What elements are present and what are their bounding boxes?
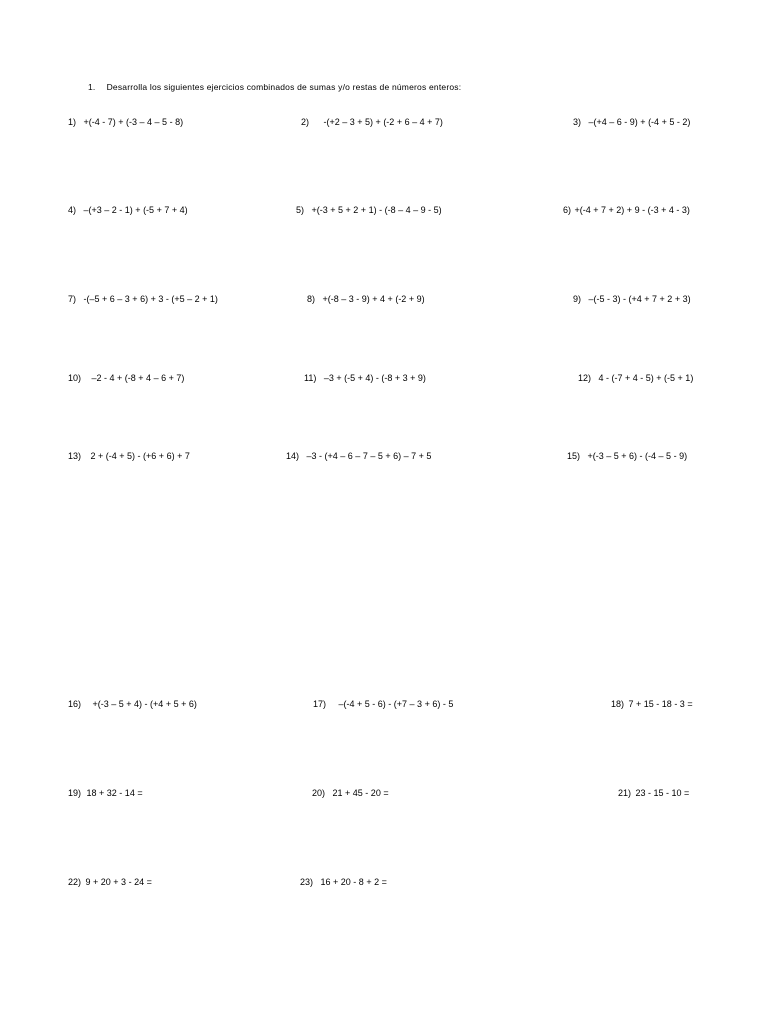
exercise-number: 14) xyxy=(286,451,300,461)
exercise-2 xyxy=(301,116,443,128)
exercise-number: 6) xyxy=(563,205,572,215)
exercise-expression: 21 + 45 - 20 = xyxy=(332,788,389,798)
exercise-expression: –(+4 – 6 - 9) + (-4 + 5 - 2) xyxy=(588,117,691,127)
exercise-number: 16) xyxy=(68,699,82,709)
exercise-number: 21) xyxy=(618,788,632,798)
exercise-expression: 9 + 20 + 3 - 24 = xyxy=(85,877,152,887)
exercise-10 xyxy=(68,372,184,384)
exercise-expression: +(-4 - 7) + (-3 – 4 – 5 - 8) xyxy=(83,117,184,127)
exercise-number: 1) xyxy=(68,117,77,127)
exercise-16 xyxy=(68,698,197,710)
exercise-number: 19) xyxy=(68,788,82,798)
exercise-number: 20) xyxy=(312,788,326,798)
exercise-expression: 16 + 20 - 8 + 2 = xyxy=(320,877,387,887)
instruction-text: Desarrolla los siguientes ejercicios combinados de sumas y/o restas de números enteros: xyxy=(106,82,462,92)
exercise-23 xyxy=(300,876,387,888)
exercise-number: 15) xyxy=(567,451,581,461)
exercise-21 xyxy=(618,787,689,799)
instruction-number: 1. xyxy=(88,82,96,92)
exercise-8 xyxy=(307,293,425,305)
exercise-expression: +(-8 – 3 - 9) + 4 + (-2 + 9) xyxy=(322,294,425,304)
exercise-19 xyxy=(68,787,143,799)
exercise-expression: +(-3 – 5 + 4) - (+4 + 5 + 6) xyxy=(92,699,197,709)
exercise-expression: 7 + 15 - 18 - 3 = xyxy=(628,699,693,709)
exercise-expression: +(-3 – 5 + 6) - (-4 – 5 - 9) xyxy=(587,451,688,461)
exercise-13 xyxy=(68,450,190,462)
exercise-expression: –3 - (+4 – 6 – 7 – 5 + 6) – 7 + 5 xyxy=(306,451,432,461)
exercise-5 xyxy=(296,204,442,216)
exercise-expression: 23 - 15 - 10 = xyxy=(635,788,690,798)
exercise-15 xyxy=(567,450,687,462)
exercise-expression: 18 + 32 - 14 = xyxy=(86,788,143,798)
exercise-4 xyxy=(68,204,188,216)
exercise-11 xyxy=(304,372,426,384)
exercise-number: 7) xyxy=(68,294,77,304)
exercise-17 xyxy=(313,698,453,710)
exercise-3 xyxy=(573,116,690,128)
exercise-number: 12) xyxy=(578,373,592,383)
exercise-number: 17) xyxy=(313,699,327,709)
exercise-number: 18) xyxy=(611,699,625,709)
exercise-expression: –(+3 – 2 - 1) + (-5 + 7 + 4) xyxy=(83,205,188,215)
exercise-expression: -(+2 – 3 + 5) + (-2 + 6 – 4 + 7) xyxy=(323,117,443,127)
exercise-18 xyxy=(611,698,693,710)
exercise-number: 8) xyxy=(307,294,316,304)
exercise-6 xyxy=(563,204,690,216)
exercise-14 xyxy=(286,450,431,462)
exercise-12 xyxy=(578,372,693,384)
exercise-number: 11) xyxy=(304,373,317,383)
exercise-number: 22) xyxy=(68,877,82,887)
exercise-expression: +(-4 + 7 + 2) + 9 - (-3 + 4 - 3) xyxy=(574,205,690,215)
exercise-9 xyxy=(573,293,691,305)
exercise-expression: –(-4 + 5 - 6) - (+7 – 3 + 6) - 5 xyxy=(338,699,454,709)
exercise-expression: –(-5 - 3) - (+4 + 7 + 2 + 3) xyxy=(588,294,691,304)
exercise-expression: –3 + (-5 + 4) - (-8 + 3 + 9) xyxy=(323,373,426,383)
exercise-7 xyxy=(68,293,218,305)
exercise-expression: 2 + (-4 + 5) - (+6 + 6) + 7 xyxy=(90,451,190,461)
exercise-expression: 4 - (-7 + 4 - 5) + (-5 + 1) xyxy=(598,373,694,383)
exercise-number: 5) xyxy=(296,205,305,215)
exercise-expression: –2 - 4 + (-8 + 4 – 6 + 7) xyxy=(91,373,185,383)
exercise-number: 10) xyxy=(68,373,82,383)
exercise-number: 3) xyxy=(573,117,582,127)
exercise-expression: +(-3 + 5 + 2 + 1) - (-8 – 4 – 9 - 5) xyxy=(311,205,442,215)
exercise-number: 9) xyxy=(573,294,582,304)
exercise-expression: -(–5 + 6 – 3 + 6) + 3 - (+5 – 2 + 1) xyxy=(83,294,218,304)
exercise-20 xyxy=(312,787,389,799)
exercise-number: 2) xyxy=(301,117,310,127)
exercise-22 xyxy=(68,876,152,888)
exercise-number: 13) xyxy=(68,451,82,461)
exercise-number: 4) xyxy=(68,205,77,215)
instruction-heading xyxy=(88,82,461,92)
exercise-number: 23) xyxy=(300,877,314,887)
exercise-1 xyxy=(68,116,183,128)
